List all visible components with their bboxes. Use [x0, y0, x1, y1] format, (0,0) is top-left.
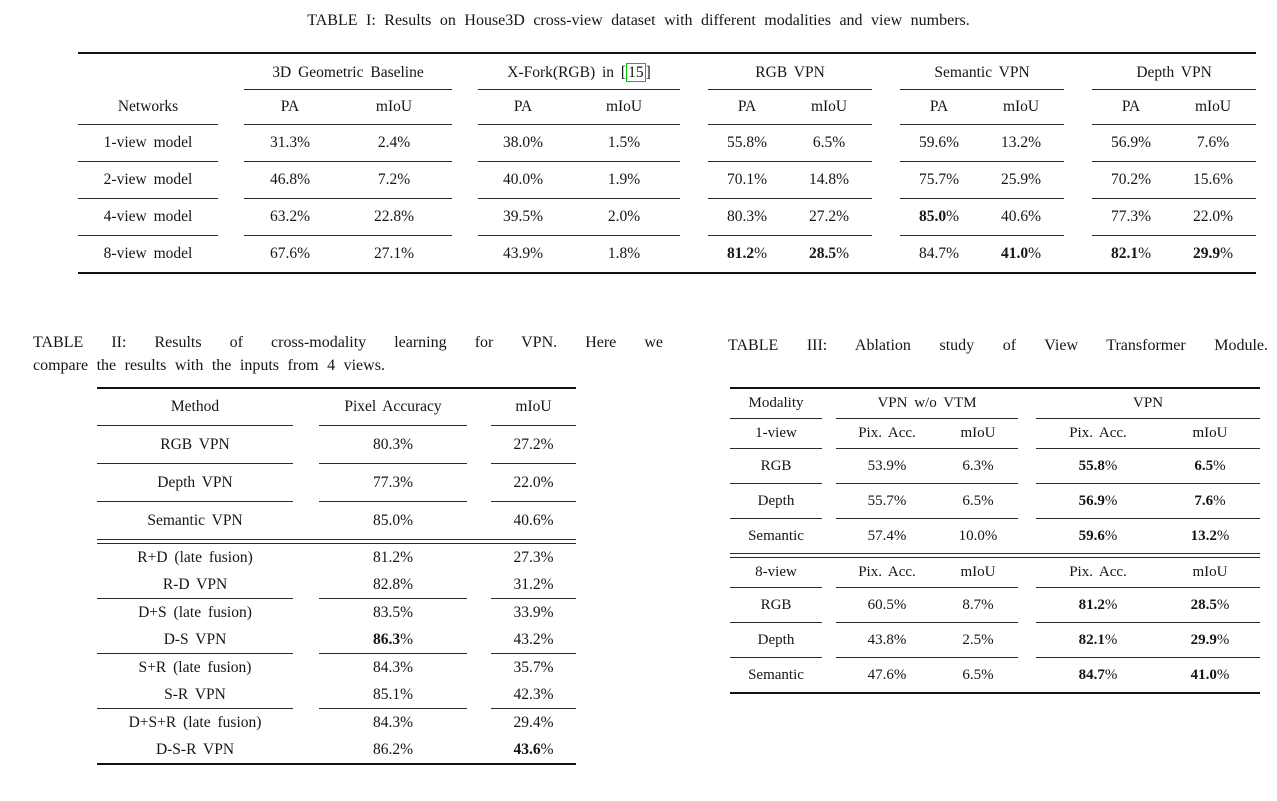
row-label-cell: RGB [730, 588, 822, 623]
table-row [97, 544, 576, 572]
column-spacer [467, 464, 491, 502]
column-spacer [822, 588, 836, 623]
table2-caption-line1: TABLE II: Results of cross-modality learning for VPN. Here we [33, 334, 663, 351]
column-spacer [1064, 162, 1092, 199]
value-cell: 59.6% [900, 125, 978, 162]
value-cell: 82.8% [319, 571, 467, 599]
column-header-pixel-accuracy: Pixel Accuracy [319, 388, 467, 426]
value-cell: 1.8% [607, 245, 641, 262]
row-label-cell: 2-view model [78, 162, 218, 199]
table1-header [78, 53, 1256, 125]
column-spacer [1018, 519, 1036, 554]
value-cell: 55.7% [836, 484, 938, 519]
column-spacer [467, 736, 491, 764]
column-spacer [1018, 658, 1036, 694]
column-spacer [680, 236, 708, 274]
row-label-cell: S+R (late fusion) [138, 658, 252, 676]
row-label-cell: D-S-R VPN [155, 740, 235, 758]
column-spacer [293, 736, 319, 764]
column-header-miou: mIoU [336, 90, 452, 125]
column-spacer [452, 90, 478, 125]
value-cell: 6.5% [962, 666, 994, 683]
table-row [78, 199, 1256, 236]
value-cell: 43.6% [513, 740, 554, 758]
column-spacer [680, 162, 708, 199]
column-spacer [872, 125, 900, 162]
row-label-cell: R+D (late fusion) [137, 548, 253, 566]
row-label-cell: 4-view model [78, 199, 218, 236]
table-row [730, 588, 1260, 623]
column-spacer [467, 599, 491, 627]
value-cell: 7.2% [336, 162, 452, 199]
value-cell: 15.6% [1170, 162, 1256, 199]
column-header-miou: mIoU [978, 90, 1064, 125]
value-cell: 77.3% [319, 464, 467, 502]
column-spacer [467, 681, 491, 709]
value-cell: 83.5% [372, 603, 414, 621]
column-spacer [872, 90, 900, 125]
value-cell: 14.8% [786, 162, 872, 199]
column-header-pix-acc: Pix. Acc. [836, 558, 938, 588]
column-spacer [1064, 53, 1092, 90]
value-cell: 2.5% [938, 623, 1018, 658]
value-cell: 41.0% [1190, 666, 1230, 683]
value-cell: 7.6% [1170, 125, 1256, 162]
value-cell: 28.5% [809, 245, 850, 262]
table-row [97, 654, 576, 682]
column-header-method: Method [97, 388, 293, 426]
column-spacer [822, 623, 836, 658]
column-spacer [1018, 484, 1036, 519]
value-cell: 7.6% [1160, 484, 1260, 519]
value-cell: 2.0% [568, 199, 680, 236]
column-spacer [822, 658, 836, 694]
column-spacer [293, 681, 319, 709]
value-cell: 85.0% [372, 511, 414, 529]
value-cell: 55.8% [708, 125, 786, 162]
value-cell: 6.5% [786, 125, 872, 162]
value-cell: 42.3% [491, 681, 576, 709]
table-row [97, 464, 576, 502]
table-row [97, 426, 576, 464]
value-cell: 84.7% [1078, 666, 1118, 683]
row-label-cell: D-S VPN [97, 626, 293, 654]
value-cell: 13.2% [1190, 527, 1230, 544]
group-header-depth-vpn: Depth VPN [1092, 53, 1256, 90]
value-cell: 85.0% [900, 199, 978, 236]
column-spacer [1064, 199, 1092, 236]
group-header-xfork [478, 53, 680, 90]
table-row [78, 125, 1256, 162]
column-spacer [872, 199, 900, 236]
table2-caption-line2: compare the results with the inputs from 4 views. [33, 357, 385, 374]
block2-subheader-row [730, 558, 1260, 588]
group-header-rgb-vpn: RGB VPN [708, 53, 872, 90]
table-row [730, 623, 1260, 658]
column-spacer [452, 236, 478, 274]
column-spacer [1064, 125, 1092, 162]
value-cell: 81.2% [727, 245, 768, 262]
value-cell: 8.7% [938, 588, 1018, 623]
row-label-cell: D+S+R (late fusion) [128, 713, 262, 731]
column-spacer [680, 53, 708, 90]
column-spacer [452, 162, 478, 199]
column-header-miou: mIoU [786, 90, 872, 125]
group-header-semantic-vpn: Semantic VPN [900, 53, 1064, 90]
row-label-cell: Depth VPN [97, 464, 293, 502]
value-cell: 53.9% [836, 449, 938, 484]
row-label-cell: Depth [730, 484, 822, 519]
column-spacer [822, 484, 836, 519]
value-cell: 25.9% [978, 162, 1064, 199]
row-label-cell: 8-view model [103, 245, 193, 262]
value-cell: 70.1% [708, 162, 786, 199]
value-cell: 57.4% [867, 527, 907, 544]
row-label-cell: D+S (late fusion) [138, 603, 252, 621]
blank-corner-cell [78, 53, 218, 90]
value-cell: 28.5% [1160, 588, 1260, 623]
table-row [97, 502, 576, 540]
value-cell: 60.5% [836, 588, 938, 623]
column-spacer [218, 162, 244, 199]
column-spacer [467, 709, 491, 737]
column-spacer [293, 544, 319, 572]
column-spacer [1018, 419, 1036, 449]
sub-header-row [78, 90, 1256, 125]
column-spacer [680, 199, 708, 236]
column-header-pa: PA [900, 90, 978, 125]
column-spacer [218, 236, 244, 274]
block-label-1-view: 1-view [730, 419, 822, 449]
citation-link-15[interactable]: 15 [628, 64, 644, 81]
column-header-pa: PA [1092, 90, 1170, 125]
column-spacer [218, 199, 244, 236]
value-cell: 6.5% [1160, 449, 1260, 484]
value-cell: 1.9% [568, 162, 680, 199]
value-cell: 84.3% [372, 658, 414, 676]
value-cell: 81.2% [372, 548, 414, 566]
column-spacer [822, 519, 836, 554]
table-row [730, 658, 1260, 694]
row-label-cell: S-R VPN [97, 681, 293, 709]
table-row [97, 709, 576, 737]
group-header-vpn: VPN [1036, 388, 1260, 419]
value-cell: 27.2% [491, 426, 576, 464]
value-cell: 81.2% [1036, 588, 1160, 623]
value-cell: 2.4% [336, 125, 452, 162]
column-spacer [1064, 236, 1092, 274]
xfork-label: X-Fork(RGB) in [507, 64, 615, 81]
value-cell: 43.9% [502, 245, 544, 262]
value-cell: 27.3% [513, 548, 554, 566]
value-cell: 27.2% [786, 199, 872, 236]
column-spacer [293, 571, 319, 599]
table1-body [78, 125, 1256, 274]
column-spacer [452, 125, 478, 162]
row-label-cell: Depth [730, 623, 822, 658]
value-cell: 43.8% [836, 623, 938, 658]
column-spacer [467, 626, 491, 654]
table3-header [730, 388, 1260, 449]
row-label-cell: RGB [730, 449, 822, 484]
column-spacer [822, 558, 836, 588]
row-label-cell: 1-view model [78, 125, 218, 162]
column-header-miou: mIoU [1160, 419, 1260, 449]
column-header-miou: mIoU [1160, 558, 1260, 588]
column-spacer [452, 199, 478, 236]
group-header-vpn-wo-vtm: VPN w/o VTM [836, 388, 1018, 419]
column-spacer [822, 388, 836, 419]
column-spacer [293, 502, 319, 540]
value-cell: 29.9% [1160, 623, 1260, 658]
column-header-pix-acc: Pix. Acc. [1036, 558, 1160, 588]
column-spacer [293, 426, 319, 464]
column-spacer [293, 599, 319, 627]
column-spacer [872, 53, 900, 90]
value-cell: 38.0% [478, 125, 568, 162]
column-header-miou: mIoU [938, 419, 1018, 449]
table-row [97, 599, 576, 627]
row-label-cell: RGB VPN [97, 426, 293, 464]
value-cell: 40.0% [478, 162, 568, 199]
value-cell: 80.3% [708, 199, 786, 236]
group-header-row [78, 53, 1256, 90]
value-cell: 22.8% [336, 199, 452, 236]
value-cell: 40.6% [513, 511, 554, 529]
column-spacer [1064, 90, 1092, 125]
column-spacer [1018, 623, 1036, 658]
column-spacer [467, 544, 491, 572]
column-spacer [467, 426, 491, 464]
column-header-miou: mIoU [1170, 90, 1256, 125]
value-cell: 29.9% [1193, 245, 1234, 262]
value-cell: 75.7% [900, 162, 978, 199]
column-header-pa: PA [708, 90, 786, 125]
value-cell: 33.9% [513, 603, 554, 621]
block-label-8-view: 8-view [730, 558, 822, 588]
column-spacer [1018, 588, 1036, 623]
column-header-pa: PA [478, 90, 568, 125]
column-header-miou: mIoU [568, 90, 680, 125]
value-cell: 80.3% [319, 426, 467, 464]
column-header-modality: Modality [730, 388, 822, 419]
column-spacer [293, 654, 319, 682]
table-row [730, 484, 1260, 519]
column-spacer [218, 53, 244, 90]
header-row [97, 388, 576, 426]
bracket: [ [620, 64, 627, 81]
table-row [97, 571, 576, 599]
row-label-cell: Semantic [748, 666, 804, 683]
column-spacer [872, 162, 900, 199]
table2-cross-modality [97, 387, 576, 765]
column-spacer [467, 502, 491, 540]
column-spacer [467, 388, 491, 426]
value-cell: 31.2% [491, 571, 576, 599]
value-cell: 39.5% [478, 199, 568, 236]
column-spacer [467, 654, 491, 682]
value-cell: 43.2% [491, 626, 576, 654]
column-spacer [452, 53, 478, 90]
value-cell: 27.1% [373, 245, 415, 262]
value-cell: 35.7% [513, 658, 554, 676]
table3-ablation-vtm [730, 387, 1260, 694]
value-cell: 82.1% [1111, 245, 1152, 262]
value-cell: 47.6% [867, 666, 907, 683]
group-header-3d-geometric: 3D Geometric Baseline [244, 53, 452, 90]
table3-block2-rows [730, 588, 1260, 694]
value-cell: 10.0% [958, 527, 998, 544]
row-label-cell: Semantic [748, 527, 804, 544]
value-cell: 70.2% [1092, 162, 1170, 199]
column-spacer [822, 449, 836, 484]
column-spacer [872, 236, 900, 274]
row-header-networks: Networks [78, 90, 218, 125]
value-cell: 84.3% [372, 713, 414, 731]
value-cell: 41.0% [1001, 245, 1042, 262]
column-spacer [293, 709, 319, 737]
column-spacer [293, 464, 319, 502]
value-cell: 22.0% [491, 464, 576, 502]
value-cell: 85.1% [319, 681, 467, 709]
table1-results-house3d [78, 52, 1256, 274]
value-cell: 31.3% [244, 125, 336, 162]
value-cell: 63.2% [244, 199, 336, 236]
value-cell: 6.3% [938, 449, 1018, 484]
column-spacer [293, 388, 319, 426]
block1-subheader-row [730, 419, 1260, 449]
value-cell: 67.6% [269, 245, 311, 262]
column-spacer [680, 90, 708, 125]
column-spacer [218, 125, 244, 162]
column-spacer [467, 571, 491, 599]
column-header-miou: mIoU [491, 388, 576, 426]
table-row [78, 162, 1256, 199]
value-cell: 82.1% [1036, 623, 1160, 658]
value-cell: 56.9% [1092, 125, 1170, 162]
column-spacer [680, 125, 708, 162]
column-spacer [822, 419, 836, 449]
value-cell: 6.5% [938, 484, 1018, 519]
bracket: ] [645, 64, 651, 81]
value-cell: 84.7% [919, 245, 960, 262]
column-spacer [1018, 558, 1036, 588]
table-row [78, 236, 1256, 274]
column-header-pa: PA [244, 90, 336, 125]
table2-single-modality-rows [97, 426, 576, 540]
value-cell: 86.2% [372, 740, 414, 758]
table-row [730, 519, 1260, 554]
value-cell: 46.8% [244, 162, 336, 199]
column-spacer [1018, 388, 1036, 419]
value-cell: 40.6% [978, 199, 1064, 236]
value-cell: 77.3% [1092, 199, 1170, 236]
column-spacer [293, 626, 319, 654]
column-header-miou: mIoU [938, 558, 1018, 588]
table2-caption [33, 331, 663, 377]
value-cell: 13.2% [978, 125, 1064, 162]
column-spacer [1018, 449, 1036, 484]
column-header-pix-acc: Pix. Acc. [1036, 419, 1160, 449]
value-cell: 22.0% [1170, 199, 1256, 236]
value-cell: 55.8% [1036, 449, 1160, 484]
column-spacer [218, 90, 244, 125]
table3-block1-rows [730, 449, 1260, 554]
value-cell: 1.5% [568, 125, 680, 162]
table1-caption: TABLE I: Results on House3D cross-view dataset with different modalities and view numbers. [307, 12, 970, 29]
table3-block2-header [730, 558, 1260, 588]
group-header-row [730, 388, 1260, 419]
table-row [97, 626, 576, 654]
table2-header [97, 388, 576, 426]
table-row [97, 681, 576, 709]
table3-caption: TABLE III: Ablation study of View Transformer Module. [728, 337, 1268, 354]
value-cell: 56.9% [1036, 484, 1160, 519]
value-cell: 86.3% [319, 626, 467, 654]
value-cell: 29.4% [513, 713, 554, 731]
row-label-cell: R-D VPN [97, 571, 293, 599]
value-cell: 59.6% [1078, 527, 1118, 544]
table-row [730, 449, 1260, 484]
table2-fusion-rows [97, 544, 576, 765]
column-header-pix-acc: Pix. Acc. [836, 419, 938, 449]
row-label-cell: Semantic VPN [147, 511, 243, 529]
table-row [97, 736, 576, 764]
